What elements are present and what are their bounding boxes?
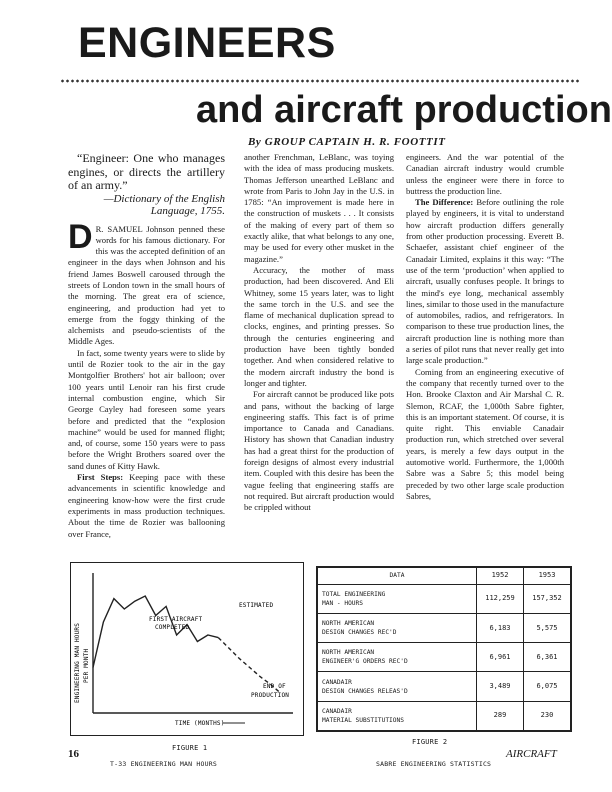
completed-label: COMPLETED bbox=[155, 624, 190, 631]
dotted-rule bbox=[60, 79, 580, 83]
paragraph-5: For aircraft cannot be produced like pots and pans, without the backing of large engineering staffs. This fact is of prime importance to Canada and Canadians. History has shown that Canadian industry has had a great thirst for the production of foreign designs of almost every industrial item. Coupled with this desire has been the vague feeling that engineering staffs are not required. But aircraft production would be crippled without bbox=[244, 389, 394, 513]
actual-line bbox=[93, 596, 218, 668]
figure-2-table bbox=[316, 566, 572, 732]
y-axis-label: ENGINEERING MAN HOURS bbox=[74, 622, 81, 703]
publication-name: AIRCRAFT bbox=[506, 748, 557, 760]
end-of-label: END OF bbox=[263, 683, 286, 690]
paragraph-7: Coming from an engineering executive of the company that recently turned over to the Hon. Brooke Claxton and Air Marshal C. R. Slemon, RCAF, the 1,000th Sabre fighter, this is an important statement. Of course, it is quite right. This enviable Canadair production run, which stretched over several years, is merely a few days output in the automotive world. Furthermore, the 1,000th Sabre was a Sabre 5; this model being preceded by two other large scale production Sabres, bbox=[406, 366, 564, 501]
y-axis-label-2: PER MONTH bbox=[83, 648, 90, 683]
paragraph-1: D R. SAMUEL Johnson penned these words for his famous dictionary. For this was the accepted definition of an engineer in the days when Johnson and his friend James Boswell caroused through the streets of London town in the small hours of the morning. The great era of science, engineering, and production had yet to emerge from the foggy thinking of the alchemists and pseudo-scientists of the Middle Ages. bbox=[68, 217, 225, 347]
paragraph-2: In fact, some twenty years were to slide by until de Rozier took to the air in the gay Montgolfier Brothers' hot air balloon; over 100 years until Lenoir ran his first crude internal combustion engine, which Sir George Cayley had foreseen some years before and predicted that the “explosion machine” would be used for manned flight; and, of course, some 150 years were to pass before the Wright Brothers soared over the sand dunes of Kitty Hawk. bbox=[68, 347, 225, 471]
column-2 bbox=[244, 152, 394, 514]
title-aircraft-production: and aircraft production bbox=[196, 89, 612, 131]
figure-2-subcaption: SABRE ENGINEERING STATISTICS bbox=[376, 760, 492, 768]
header-1953: 1953 bbox=[524, 568, 571, 585]
figure-1-caption: FIGURE 1 bbox=[172, 744, 208, 752]
figure-1-chart bbox=[70, 562, 304, 736]
epigraph-source: —Dictionary of the English Language, 1755. bbox=[103, 192, 225, 217]
first-aircraft-label: FIRST AIRCRAFT bbox=[149, 616, 203, 623]
header-1952: 1952 bbox=[477, 568, 524, 585]
column-3 bbox=[406, 152, 564, 502]
epigraph-quote: “Engineer: One who manages engines, or directs the artillery of an army.” bbox=[68, 151, 225, 192]
header-data: DATA bbox=[318, 568, 477, 585]
column-1 bbox=[68, 152, 225, 540]
table-row: NORTH AMERICAN DESIGN CHANGES REC'D 6,183 5,575 bbox=[318, 613, 571, 642]
byline: By GROUP CAPTAIN H. R. FOOTTIT bbox=[248, 136, 446, 148]
production-label: PRODUCTION bbox=[251, 692, 290, 699]
paragraph-3-cont: another Frenchman, LeBlanc, was toying with the idea of mass producing muskets. Thomas Jefferson unearthed LeBlanc and wrote from Paris to John Jay in the U.S. in 1785: “An improvement is made here in the construction of muskets . . . It consists of the making of every part of them so exactly alike, that what belongs to any one, may be used for every other musket in the magazine.” bbox=[244, 152, 394, 264]
title-engineers: ENGINEERS bbox=[78, 19, 336, 67]
x-axis-label: TIME (MONTHS) bbox=[175, 720, 225, 727]
drop-cap: D bbox=[68, 217, 93, 256]
estimated-label: ESTIMATED bbox=[239, 602, 274, 609]
subhead-first-steps: First Steps: bbox=[77, 472, 124, 483]
paragraph-6: The Difference: Before outlining the role played by engineers, it is vital to understand how aircraft production differs generally from other production processing. Everett B. Schaefer, assistant chief engineer of the Canadair Limited, explains it this way: “The use of the term ‘production’ when applied to aircraft, usually confuses people. It brings to the mind's eye long, mechanical assembly lines, similar to those used in the manufacture of automobiles, radios, and refrigerators. In comparison to these true production lines, the aircraft production line is nothing more than a series of pilot runs that never really get into large scale production.” bbox=[406, 197, 564, 366]
paragraph-4: Accuracy, the mother of mass production, had been discovered. And Eli Whitney, some 15 years later, was to light the same torch in the U.S. and see the flame of mechanical duplication spread to clocks, engines, and printing presses. So through the centuries engineering and production have been tightly bonded together. And when considered relative to the modern aircraft industry the bond is longer and tighter. bbox=[244, 264, 394, 388]
figure-2-caption: FIGURE 2 bbox=[412, 738, 448, 746]
page-number: 16 bbox=[68, 748, 79, 760]
table-row: TOTAL ENGINEERING MAN - HOURS 112,259 157,352 bbox=[318, 584, 571, 613]
subhead-the-difference: The Difference: bbox=[415, 197, 474, 208]
table-row: NORTH AMERICAN ENGINEER'G ORDERS REC'D 6,961 6,361 bbox=[318, 643, 571, 672]
table-row: CANADAIR DESIGN CHANGES RELEAS'D 3,489 6,075 bbox=[318, 672, 571, 701]
figure-1-subcaption: T-33 ENGINEERING MAN HOURS bbox=[110, 760, 217, 768]
table-row: CANADAIR MATERIAL SUBSTITUTIONS 289 230 bbox=[318, 701, 571, 730]
figure-1-svg bbox=[71, 563, 303, 735]
table-header-row bbox=[318, 568, 571, 585]
sabre-statistics-table bbox=[317, 567, 571, 731]
paragraph-5-cont: engineers. And the war potential of the Canadian aircraft industry would crumble unless the engineer were there in force to buttress the production line. bbox=[406, 152, 564, 196]
paragraph-3: First Steps: Keeping pace with these advancements in scientific knowledge and engineering know-how were the first crude experiments in mass production techniques. About the time de Rozier was ballooning over France, bbox=[68, 472, 226, 539]
